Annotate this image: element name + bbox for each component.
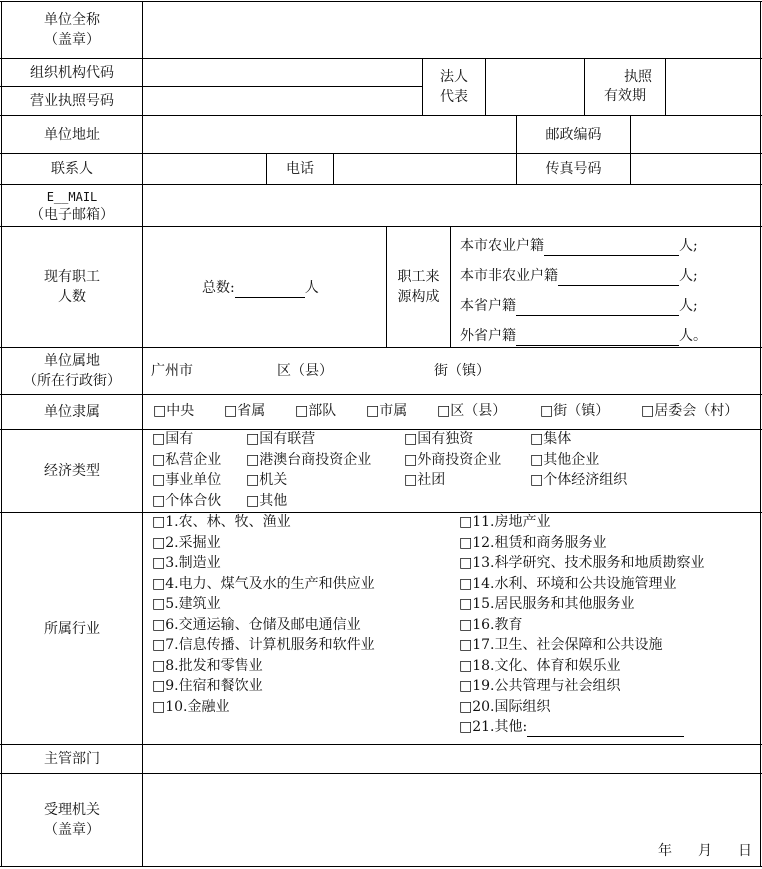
unit-name-field[interactable] xyxy=(143,2,760,58)
authority-field[interactable] xyxy=(143,745,760,773)
origin-row-province: 本省户籍 人; xyxy=(460,298,698,314)
affiliation-province-checkbox[interactable]: □省属 xyxy=(224,403,266,419)
legal-rep-label: 法人 代表 xyxy=(440,69,468,105)
phone-label: 电话 xyxy=(286,161,314,177)
industry-option-checkbox[interactable]: □16.教育 xyxy=(459,617,523,633)
industry-option-checkbox[interactable]: □3.制造业 xyxy=(152,555,221,571)
postcode-label: 邮政编码 xyxy=(545,126,602,143)
origin-input[interactable] xyxy=(516,298,679,316)
email-field[interactable] xyxy=(143,185,760,226)
territory-label: 单位属地 （所在行政街） xyxy=(23,353,121,389)
origin-input[interactable] xyxy=(544,238,679,256)
econ-option-checkbox[interactable]: □社团 xyxy=(404,472,446,488)
origin-row-local-agri: 本市农业户籍 人; xyxy=(460,238,698,254)
date-day: 日 xyxy=(738,843,752,859)
industry-option-checkbox[interactable]: □10.金融业 xyxy=(152,699,230,715)
industry-option-checkbox[interactable]: □7.信息传播、计算机服务和软件业 xyxy=(152,637,375,653)
econ-option-checkbox[interactable]: □外商投资企业 xyxy=(404,452,502,468)
industry-option-checkbox[interactable]: □11.房地产业 xyxy=(459,514,551,530)
industry-option-checkbox[interactable]: □8.批发和零售业 xyxy=(152,658,263,674)
econ-option-checkbox[interactable]: □事业单位 xyxy=(152,472,222,488)
econ-type-label: 经济类型 xyxy=(44,463,100,479)
phone-field[interactable] xyxy=(334,154,516,184)
industry-option-checkbox[interactable]: □5.建筑业 xyxy=(152,596,221,612)
econ-option-checkbox[interactable]: □其他企业 xyxy=(530,452,600,468)
econ-option-checkbox[interactable]: □个体合伙 xyxy=(152,493,222,509)
territory-street: 街（镇） xyxy=(434,363,490,379)
staff-total: 总数: 人 xyxy=(202,280,319,296)
industry-option-checkbox[interactable]: □14.水利、环境和公共设施管理业 xyxy=(459,576,677,592)
origin-row-other-province: 外省户籍 人。 xyxy=(460,328,707,344)
industry-option-checkbox[interactable]: □9.住宿和餐饮业 xyxy=(152,678,263,694)
econ-option-checkbox[interactable]: □私营企业 xyxy=(152,452,222,468)
econ-option-checkbox[interactable]: □其他 xyxy=(246,493,288,509)
org-code-field[interactable] xyxy=(143,59,422,86)
econ-option-checkbox[interactable]: □国有独资 xyxy=(404,431,474,447)
unit-name-label: 单位全称 （盖章） xyxy=(44,12,100,48)
affiliation-district-checkbox[interactable]: □区（县） xyxy=(437,403,507,419)
authority-label: 主管部门 xyxy=(44,751,100,767)
fax-label: 传真号码 xyxy=(545,161,602,177)
industry-option-checkbox[interactable]: □18.文化、体育和娱乐业 xyxy=(459,658,621,674)
license-validity-field[interactable] xyxy=(666,59,760,115)
econ-option-checkbox[interactable]: □集体 xyxy=(530,431,572,447)
staff-total-input[interactable] xyxy=(235,280,305,298)
org-code-label: 组织机构代码 xyxy=(30,64,114,81)
territory-city: 广州市 xyxy=(151,363,193,379)
license-no-label: 营业执照号码 xyxy=(30,93,114,109)
address-field[interactable] xyxy=(143,116,516,153)
origin-input[interactable] xyxy=(558,268,679,286)
date-year: 年 xyxy=(658,843,672,859)
date-month: 月 xyxy=(698,843,712,859)
territory-district: 区（县） xyxy=(277,363,333,379)
industry-option-checkbox[interactable]: □1.农、林、牧、渔业 xyxy=(152,514,291,530)
industry-option-checkbox[interactable]: □4.电力、煤气及水的生产和供应业 xyxy=(152,576,375,592)
econ-option-checkbox[interactable]: □国有 xyxy=(152,431,194,447)
econ-option-checkbox[interactable]: □国有联营 xyxy=(246,431,316,447)
affiliation-military-checkbox[interactable]: □部队 xyxy=(295,403,337,419)
affiliation-committee-checkbox[interactable]: □居委会（村） xyxy=(641,403,739,419)
industry-option-checkbox[interactable]: □12.租赁和商务服务业 xyxy=(459,535,607,551)
license-no-field[interactable] xyxy=(143,87,422,115)
contact-label: 联系人 xyxy=(51,161,93,177)
staff-origin-label: 职工来 源构成 xyxy=(397,269,440,305)
industry-option-checkbox[interactable]: □2.采掘业 xyxy=(152,535,221,551)
affiliation-label: 单位隶属 xyxy=(44,404,100,420)
industry-option-checkbox[interactable]: □20.国际组织 xyxy=(459,699,551,715)
econ-option-checkbox[interactable]: □机关 xyxy=(246,472,288,488)
origin-input[interactable] xyxy=(516,328,679,346)
industry-label: 所属行业 xyxy=(44,620,100,637)
industry-option-checkbox[interactable]: □19.公共管理与社会组织 xyxy=(459,678,621,694)
affiliation-street-checkbox[interactable]: □街（镇） xyxy=(540,403,610,419)
fax-field[interactable] xyxy=(631,154,760,184)
email-label: E__MAIL （电子邮箱） xyxy=(30,189,114,223)
econ-option-checkbox[interactable]: □个体经济组织 xyxy=(530,472,628,488)
contact-field[interactable] xyxy=(143,154,266,184)
affiliation-central-checkbox[interactable]: □中央 xyxy=(153,403,195,419)
affiliation-city-checkbox[interactable]: □市属 xyxy=(366,403,408,419)
staff-count-label: 现有职工 人数 xyxy=(44,269,100,305)
industry-option-checkbox[interactable]: □13.科学研究、技术服务和地质勘察业 xyxy=(459,555,705,571)
industry-option-checkbox[interactable]: □17.卫生、社会保障和公共设施 xyxy=(459,637,663,653)
industry-option-checkbox[interactable]: □15.居民服务和其他服务业 xyxy=(459,596,635,612)
address-label: 单位地址 xyxy=(44,126,100,143)
industry-other-checkbox[interactable]: □21.其他: xyxy=(459,719,528,735)
legal-rep-field[interactable] xyxy=(486,59,584,115)
postcode-field[interactable] xyxy=(631,116,760,153)
industry-option-checkbox[interactable]: □6.交通运输、仓储及邮电通信业 xyxy=(152,617,361,633)
industry-other xyxy=(459,717,684,737)
industry-other-input[interactable] xyxy=(527,719,684,737)
license-validity-label: 执照 有效期 xyxy=(604,69,652,104)
receiver-label: 受理机关 （盖章） xyxy=(44,802,100,838)
econ-option-checkbox[interactable]: □港澳台商投资企业 xyxy=(246,452,372,468)
origin-row-local-nonagri: 本市非农业户籍 人; xyxy=(460,268,698,284)
